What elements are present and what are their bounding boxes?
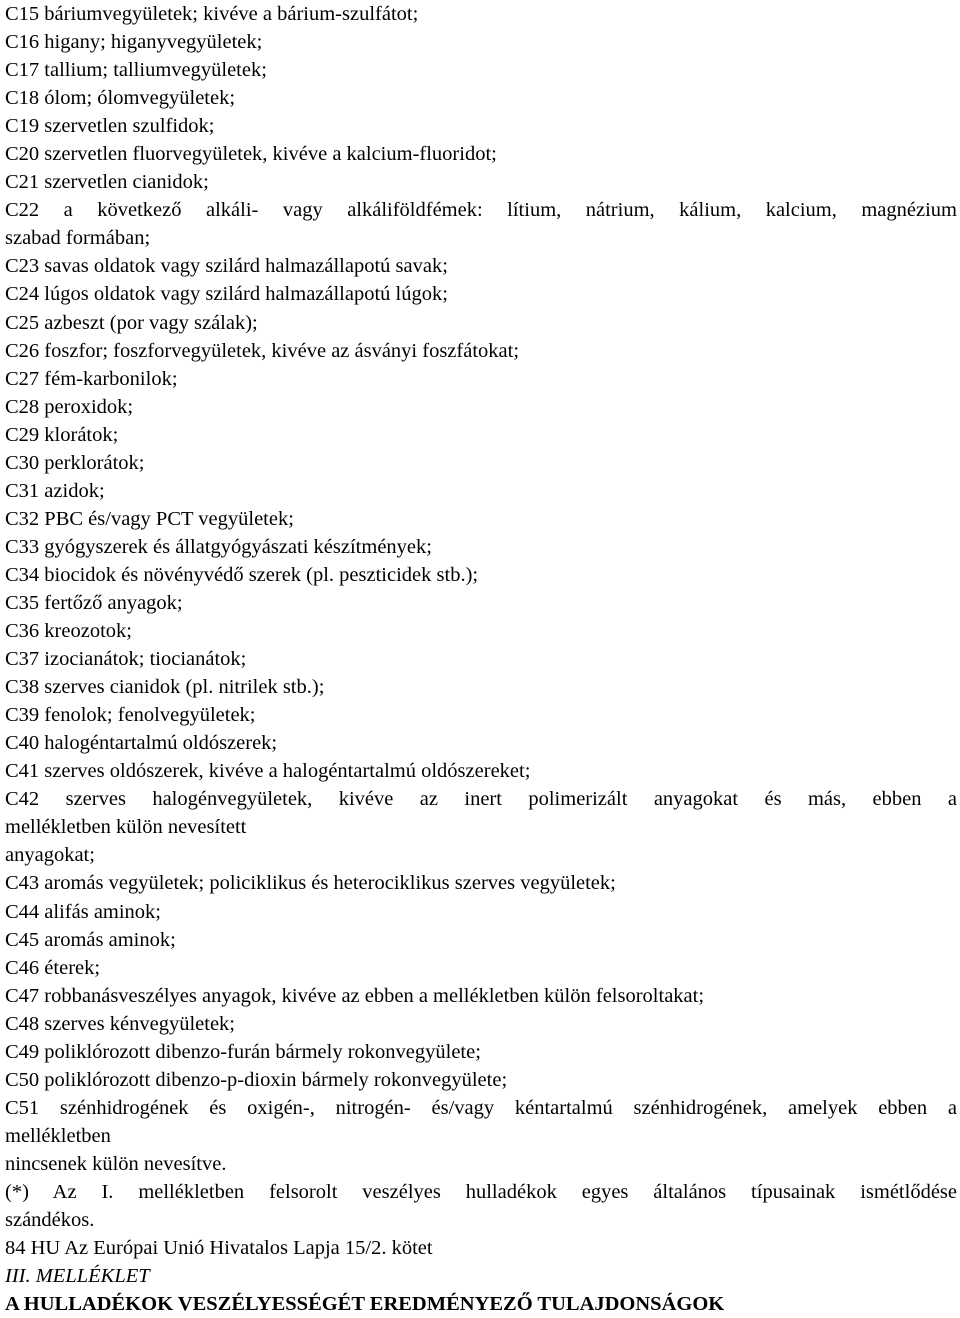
text-line: C26 foszfor; foszforvegyületek, kivéve az ásványi foszfátokat; (5, 339, 520, 362)
text-line: C45 aromás aminok; (5, 928, 176, 951)
text-line: C44 alifás aminok; (5, 900, 162, 923)
text-line: C48 szerves kénvegyületek; (5, 1012, 235, 1035)
text-line: C21 szervetlen cianidok; (5, 171, 209, 194)
text-line: C41 szerves oldószerek, kivéve a halogéntartalmú oldószereket; (5, 760, 531, 783)
text-line: C20 szervetlen fluorvegyületek, kivéve a kalcium-fluoridot; (5, 143, 497, 166)
text-line: C22 a következő alkáli- vagy alkáliföldfémek: lítium, nátrium, kálium, kalcium, magnézium (5, 199, 957, 222)
text-line: szándékos. (5, 1209, 95, 1232)
text-line: C43 aromás vegyületek; policiklikus és heterociklikus szerves vegyületek; (5, 872, 616, 895)
text-line: C32 PBC és/vagy PCT vegyületek; (5, 507, 294, 530)
text-line: 84 HU Az Európai Unió Hivatalos Lapja 15/2. kötet (5, 1237, 433, 1260)
text-line: C51 szénhidrogének és oxigén-, nitrogén- és/vagy kéntartalmú szénhidrogének, amelyek ebben a (5, 1096, 957, 1119)
text-line: szabad formában; (5, 227, 151, 250)
annex-heading: III. MELLÉKLET (5, 1265, 150, 1288)
text-line: C17 tallium; talliumvegyületek; (5, 59, 267, 82)
text-line: mellékletben (5, 1124, 111, 1147)
text-line: C28 peroxidok; (5, 395, 134, 418)
text-line: C24 lúgos oldatok vagy szilárd halmazállapotú lúgok; (5, 283, 448, 306)
text-line: C23 savas oldatok vagy szilárd halmazállapotú savak; (5, 255, 448, 278)
text-line: C33 gyógyszerek és állatgyógyászati készítmények; (5, 535, 432, 558)
text-line: C42 szerves halogénvegyületek, kivéve az inert polimerizált anyagokat és más, ebben a (5, 788, 957, 811)
text-line: C46 éterek; (5, 956, 101, 979)
text-line: anyagokat; (5, 844, 95, 867)
text-line: C15 báriumvegyületek; kivéve a bárium-szulfátot; (5, 3, 419, 25)
text-line: C25 azbeszt (por vagy szálak); (5, 311, 258, 334)
text-line: C30 perklorátok; (5, 451, 145, 474)
text-line: nincsenek külön nevesítve. (5, 1152, 227, 1175)
text-line: C31 azidok; (5, 479, 105, 502)
text-line: mellékletben külön nevesített (5, 816, 247, 839)
section-title: A HULLADÉKOK VESZÉLYESSÉGÉT EREDMÉNYEZŐ TULAJDONSÁGOK (5, 1293, 725, 1316)
text-line: C34 biocidok és növényvédő szerek (pl. peszticidek stb.); (5, 563, 479, 586)
text-line: (*) Az I. mellékletben felsorolt veszélyes hulladékok egyes általános típusainak ismétlődése (5, 1180, 957, 1203)
text-line: C38 szerves cianidok (pl. nitrilek stb.); (5, 676, 325, 699)
text-line: C16 higany; higanyvegyületek; (5, 31, 263, 54)
text-line: C35 fertőző anyagok; (5, 591, 183, 614)
text-line: C49 poliklórozott dibenzo-furán bármely rokonvegyülete; (5, 1040, 481, 1063)
text-line: C36 kreozotok; (5, 620, 132, 643)
text-line: C29 klorátok; (5, 423, 119, 446)
text-line: C40 halogéntartalmú oldószerek; (5, 732, 278, 755)
text-line: C27 fém-karbonilok; (5, 367, 178, 390)
text-line: C19 szervetlen szulfidok; (5, 115, 215, 138)
document-page (5, 0, 957, 1318)
text-line: C18 ólom; ólomvegyületek; (5, 87, 236, 110)
text-line: C37 izocianátok; tiocianátok; (5, 648, 247, 671)
text-line: C47 robbanásveszélyes anyagok, kivéve az ebben a mellékletben külön felsoroltakat; (5, 984, 705, 1007)
text-line: C39 fenolok; fenolvegyületek; (5, 704, 256, 727)
text-line: C50 poliklórozott dibenzo-p-dioxin bármely rokonvegyülete; (5, 1068, 508, 1091)
